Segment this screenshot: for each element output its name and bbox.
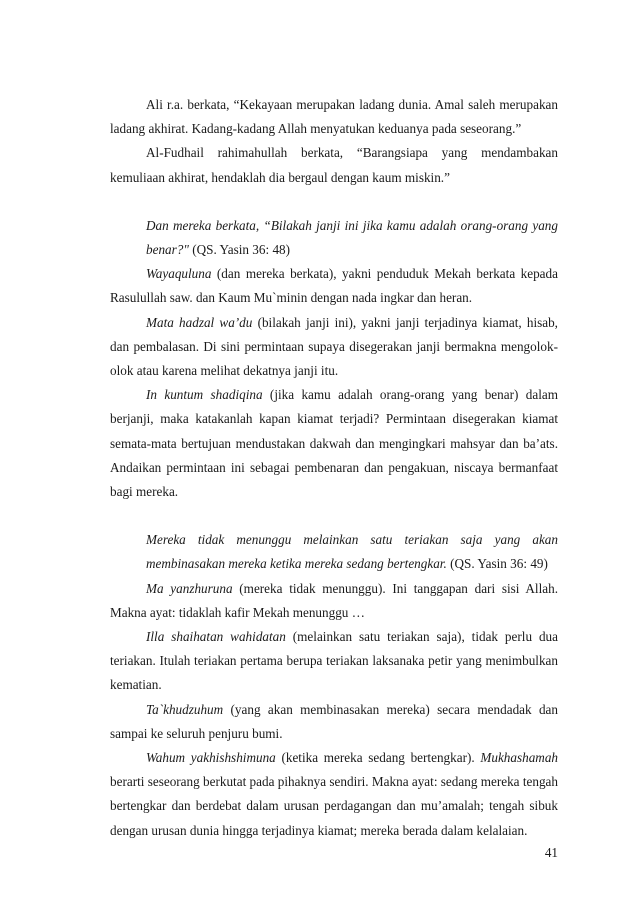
- paragraph-illa-shaihatan: [110, 625, 558, 698]
- paragraph-spacer: [110, 504, 558, 528]
- italic-term: Ta`khudzuhum: [146, 701, 224, 717]
- paragraph-spacer: [110, 190, 558, 214]
- paragraph-mata-hadzal: [110, 311, 558, 384]
- paragraph-text: (bilakah janji ini), yakni janji terjadinya kiamat, hisab, dan pembalasan. Di sini permintaan supaya disegerakan janji bermakna mengolok-olok atau karena melihat dekatnya janji itu.: [110, 314, 558, 379]
- paragraph-text: (QS. Yasin 36: 48): [188, 242, 291, 258]
- paragraph-wahum: [110, 746, 558, 843]
- paragraph-text: (dan mereka berkata), yakni penduduk Mekah berkata kepada Rasulullah saw. dan Kaum Mu`minin dengan nada ingkar dan heran.: [110, 266, 558, 306]
- paragraph-takhudzuhum: [110, 698, 558, 746]
- verse-quote-verse-48: [110, 214, 558, 262]
- document-body: [110, 93, 558, 843]
- italic-term: Mata hadzal wa’du: [146, 314, 253, 330]
- italic-term: Dan mereka berkata, “Bilakah janji ini jika kamu adalah orang-orang yang benar?": [146, 217, 558, 258]
- paragraph-text: (mereka tidak menunggu). Ini tanggapan dari sisi Allah. Makna ayat: tidaklah kafir Mekah menunggu …: [110, 580, 559, 620]
- paragraph-ma-yanzhuruna: [110, 577, 558, 625]
- paragraph-text: Al-Fudhail rahimahullah berkata, “Barangsiapa yang mendambakan kemuliaan akhirat, hendaklah dia bergaul dengan kaum miskin.”: [110, 145, 558, 185]
- italic-term: In kuntum shadiqina: [146, 387, 263, 403]
- paragraph-text: (jika kamu adalah orang-orang yang benar) dalam berjanji, maka katakanlah kapan kiamat terjadi? Permintaan disegerakan kiamat semata-mata bertujuan mendustakan dakwah dan mengingkari mahsyar dan ba’ats. Andaikan permintaan ini sebagai pembenaran dan pengakuan, niscaya bermanfaat bagi mereka.: [110, 387, 558, 500]
- italic-term: Ma yanzhuruna: [146, 580, 233, 596]
- italic-term: Wahum yakhishshimuna: [146, 750, 276, 766]
- italic-term: Mukhashamah: [480, 750, 559, 766]
- paragraph-text: Ali r.a. berkata, “Kekayaan merupakan ladang dunia. Amal saleh merupakan ladang akhirat. Kadang-kadang Allah menyatukan keduanya pada seseorang.”: [110, 97, 558, 137]
- paragraph-text: (melainkan satu teriakan saja), tidak perlu dua teriakan. Itulah teriakan pertama berupa teriakan laksanaka petir yang menimbulkan kematian.: [110, 629, 558, 693]
- page-number: 41: [544, 845, 558, 860]
- paragraph-text: (ketika mereka sedang bertengkar).: [275, 750, 481, 766]
- paragraph-in-kuntum: [110, 383, 558, 504]
- paragraph-wayaquluna: [110, 262, 558, 310]
- paragraph-text: (QS. Yasin 36: 49): [446, 556, 548, 572]
- paragraph-text: berarti seseorang berkutat pada pihaknya sendiri. Makna ayat: sedang mereka tengah bertengkar dan berdebat dalam urusan perdagangan dan mu’amalah; tengah sibuk dengan urusan dunia hingga terjadinya kiamat; mereka berada dalam kelalaian.: [110, 774, 558, 838]
- paragraph-ali: [110, 93, 558, 141]
- italic-term: Mereka tidak menunggu melainkan satu teriakan saja yang akan membinasakan mereka ketika mereka sedang bertengkar.: [146, 532, 558, 572]
- paragraph-fudhail: [110, 141, 558, 189]
- verse-quote-verse-49: [110, 528, 558, 576]
- italic-term: Illa shaihatan wahidatan: [146, 629, 286, 645]
- italic-term: Wayaquluna: [146, 266, 212, 282]
- paragraph-text: (yang akan membinasakan mereka) secara mendadak dan sampai ke seluruh penjuru bumi.: [110, 701, 558, 741]
